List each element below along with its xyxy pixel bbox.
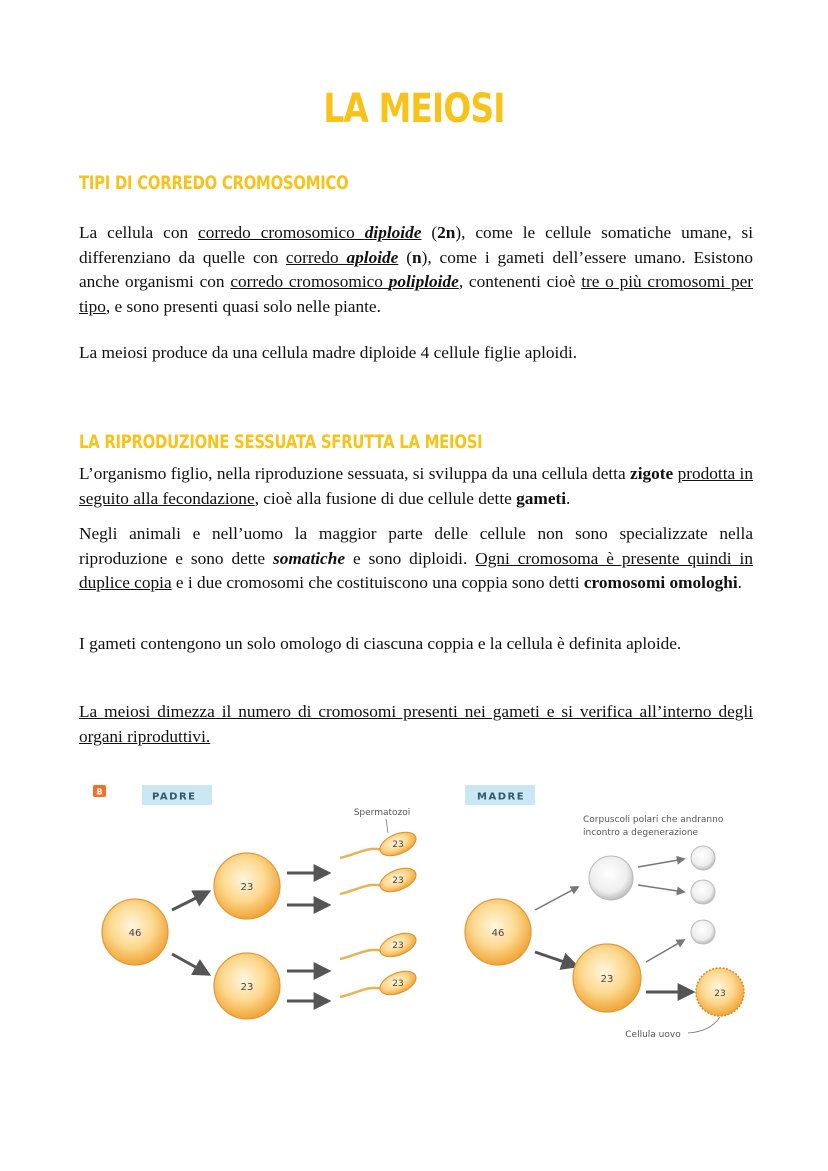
polar-body-2 [691,880,715,904]
arrow-mother-oocyte [535,952,576,966]
polar-label-line2: incontro a degenerazione [583,828,699,838]
sperm-4 [340,967,419,1000]
sperm-3-count: 23 [392,941,404,951]
page-title: LA MEIOSI [323,86,505,132]
section-heading-riproduzione: LA RIPRODUZIONE SESSUATA SFRUTTA LA MEIOSI [79,431,483,453]
arrow-mother-polar [535,887,578,910]
sperm-4-count: 23 [392,979,404,989]
sperm-1-count: 23 [392,840,404,850]
sperm-2-count: 23 [392,876,404,886]
father-haploid-count-1: 23 [240,882,254,893]
polar-body-1 [691,846,715,870]
egg-cell-count: 23 [714,989,726,999]
arrow-father-1 [172,892,208,910]
meiosis-diagram [80,770,760,1050]
sperm-3 [340,929,419,962]
paragraph-meiosi-dimezza: La meiosi dimezza il numero di cromosomi presenti nei gameti e si verifica all’interno degli organi riproduttivi. [79,702,753,746]
polar-label-line1: Corpuscoli polari che andranno [583,815,724,825]
arrow-polar-2 [638,885,684,892]
sperm-1 [340,828,419,861]
mother-label: MADRE [477,791,526,803]
paragraph-corredo: La cellula con corredo cromosomico diploide (2n), come le cellule somatiche umane, si differenziano da quelle con corredo aploide (n), come i gameti dell’essere umano. Esistono anche organismi con corredo cromosomico poliploide, contenenti cioè tre o più cromosomi per tipo, e sono presenti quasi solo nelle piante. [79,223,754,316]
sperm-label-line [386,819,388,833]
mother-haploid-count: 23 [600,974,614,985]
paragraph-zigote: L’organismo figlio, nella riproduzione sessuata, si sviluppa da una cellula detta zigote prodotta in seguito alla fecondazione, cioè alla fusione di due cellule dette gameti. [79,464,753,508]
paragraph-gameti: I gameti contengono un solo omologo di ciascuna coppia e la cellula è definita aploide. [79,634,682,653]
father-diploid-count: 46 [128,928,142,939]
polar-body-3 [691,920,715,944]
arrow-polar-3 [646,940,684,962]
section-heading-corredo: TIPI DI CORREDO CROMOSOMICO [79,172,349,194]
arrow-father-2 [172,954,208,974]
paragraph-somatiche: Negli animali e nell’uomo la maggior parte delle cellule non sono specializzate nella riproduzione e sono dette somatiche e sono diploidi. Ogni cromosoma è presente quindi in duplice copia e i due cromosomi che costituiscono una coppia sono detti cromosomi omologhi. [79,524,753,592]
mother-polar-body-large [589,856,633,900]
mother-diploid-count: 46 [491,928,505,939]
father-label: PADRE [152,791,197,803]
father-haploid-count-2: 23 [240,982,254,993]
arrow-polar-1 [638,859,684,867]
egg-label-line [688,1017,720,1033]
egg-label: Cellula uovo [625,1030,681,1040]
badge-letter: B [96,787,103,797]
sperm-label: Spermatozoi [353,808,411,818]
paragraph-meiosi-produce: La meiosi produce da una cellula madre diploide 4 cellule figlie aploidi. [79,343,578,362]
sperm-2 [340,864,419,897]
